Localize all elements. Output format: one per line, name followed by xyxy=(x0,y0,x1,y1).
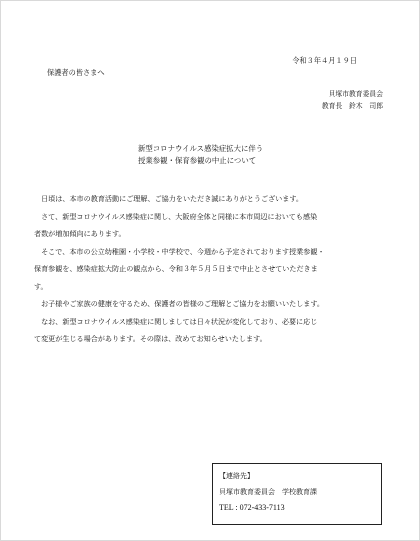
document-date: 令和３年４月１９日 xyxy=(292,56,357,65)
recipient-line: 保護者の皆さまへ xyxy=(47,68,105,77)
sender-organization: 貝塚市教育委員会 xyxy=(328,90,383,98)
letter-body xyxy=(34,190,394,348)
paragraph-notice-line-2: て変更が生じる場合があります。その際は、改めてお知らせいたします。 xyxy=(34,334,267,343)
paragraph-notice-line-1: なお、新型コロナウイルス感染症に関しましては日々状況が変化しており、必要に応じ xyxy=(41,316,318,326)
paragraph-request: お子様やご家族の健康を守るため、保護者の皆様のご理解とご協力をお願いいたします。 xyxy=(41,299,324,308)
contact-box xyxy=(212,463,382,525)
paragraph-cancellation-line-2: 保育参観を、感染症拡大防止の観点から、令和３年５月５日まで中止とさせていただきま xyxy=(34,264,318,273)
contact-heading: 【連絡先】 xyxy=(219,472,254,480)
subject-line-1: 新型コロナウイルス感染症拡大に伴う xyxy=(138,144,264,153)
contact-phone: TEL : 072-433-7113 xyxy=(219,503,285,512)
subject-line-2: 授業参観・保育参観の中止について xyxy=(138,156,257,165)
paragraph-cancellation-line-1: そこで、本市の公立幼稚園・小学校・中学校で、今週から予定されております授業参観・ xyxy=(41,246,325,256)
paragraph-situation-line-1: さて、新型コロナウイルス感染症に関し、大阪府全体と同様に本市周辺においても感染 xyxy=(41,211,318,221)
paragraph-situation-line-2: 者数が増加傾向にあります。 xyxy=(34,229,126,238)
sender-title: 教育長 鈴木 司郎 xyxy=(321,102,383,110)
contact-department: 貝塚市教育委員会 学校教育課 xyxy=(219,488,317,496)
paragraph-greeting: 日頃は、本市の教育活動にご理解、ご協力をいただき誠にありがとうございます。 xyxy=(41,194,303,203)
paragraph-cancellation-line-3: す。 xyxy=(34,281,48,291)
